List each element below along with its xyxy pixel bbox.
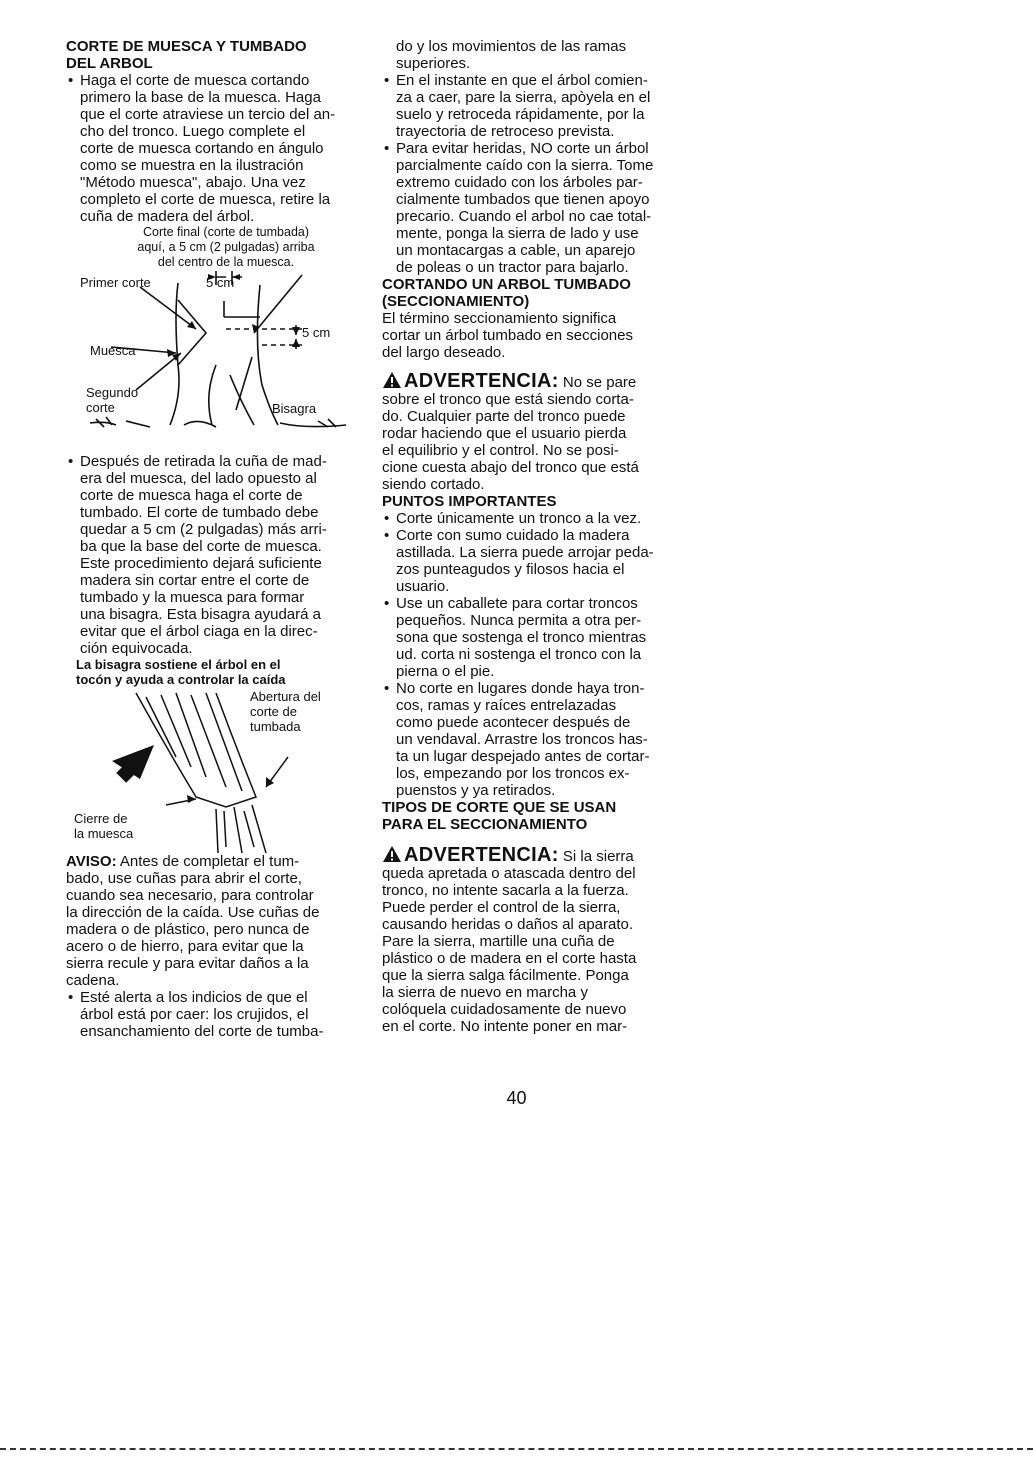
felling-bullets bbox=[66, 453, 366, 657]
bullet-tree-falling: • En el instante en que el árbol comien- za a caer, pare la sierra, apòyela en el suelo y retroceda rápidamente, por la trayectoria de retroceso prevista. bbox=[382, 72, 682, 140]
figure-caption: Corte final (corte de tumbada) aquí, a 5 cm (2 pulgadas) arriba del centro de la muesca. bbox=[137, 225, 315, 269]
alert-bullets bbox=[66, 989, 366, 1040]
warning-icon bbox=[382, 371, 402, 389]
point-splintered-wood: • Corte con sumo cuidado la madera astillada. La sierra puede arrojar peda- zos punteagudos y filosos hacia el usuario. bbox=[382, 527, 682, 595]
point-one-log: • Corte únicamente un tronco a la vez. bbox=[382, 510, 682, 527]
notch-heading: CORTE DE MUESCA Y TUMBADO DEL ARBOL bbox=[66, 38, 307, 72]
warning-pinched: ADVERTENCIA: Si la sierra queda apretada o atascada dentro del tronco, no intente sacarla a la fuerza. Puede perder el control de la sierra, causando heridas o daños al aparato. Pare la sierra, martille una cuña de plástico o de madera en el corte hasta que la sierra salga fácilmente. Ponga la sierra de nuevo en marcha y colóquela cuidadosamente de nuevo en el corte. No intente poner en mar- bbox=[382, 844, 637, 1035]
point-sawhorse: • Use un caballete para cortar troncos pequeños. Nunca permita a otra per- sona que sostenga el tronco mientras ud. corta ni sostenga el tronco con la pierna o el pie. bbox=[382, 595, 682, 680]
aviso-paragraph: AVISO: Antes de completar el tum- bado, use cuñas para abrir el corte, cuando sea necesario, para controlar la dirección de la caída. Use cuñas de madera o de plástico, pero nunca de acero o de hierro, para evitar que la sierra recule y para evitar daños a la cadena. bbox=[66, 853, 320, 989]
label-cierre-muesca: Cierre de la muesca bbox=[74, 811, 134, 841]
label-bisagra: Bisagra bbox=[272, 401, 317, 416]
page-number: 40 bbox=[506, 1088, 527, 1108]
hinge-caption: La bisagra sostiene el árbol en el tocón y ayuda a controlar la caída bbox=[76, 657, 286, 687]
label-5cm-top: 5 cm bbox=[206, 275, 235, 290]
cut-types-heading: TIPOS DE CORTE QUE SE USAN PARA EL SECCIONAMIENTO bbox=[382, 799, 617, 833]
hinge-figure bbox=[66, 687, 366, 853]
bucking-heading: CORTANDO UN ARBOL TUMBADO (SECCIONAMIENTO) bbox=[382, 276, 631, 310]
continued-text: do y los movimientos de las ramas superiores. bbox=[396, 38, 627, 72]
bullet-felling-cut: • Después de retirada la cuña de mad- era del muesca, del lado opuesto al corte de muesca haga el corte de tumbado. El corte de tumbado debe quedar a 5 cm (2 pulgadas) más arri- ba que la base del corte de muesca. Este procedimiento dejará suficiente madera sin cortar entre el corte de tumbado y la muesca para formar una bisagra. Esta bisagra ayudará a evitar que el árbol ciaga en la direc- ción equivocada. bbox=[66, 453, 366, 657]
bullet-avoid-injury: • Para evitar heridas, NO corte un árbol parcialmente caído con la sierra. Tome extremo cuidado con los árboles par- cialmente tumbados que tienen apoyo precario. Cuando el arbol no cae total- mente, ponga la sierra de lado y use un montacargas a cable, un aparejo de poleas o un tractor para bajarlo. bbox=[382, 140, 682, 276]
label-muesca: Muesca bbox=[90, 343, 136, 358]
notch-method-figure bbox=[66, 225, 366, 447]
important-points-heading: PUNTOS IMPORTANTES bbox=[382, 493, 557, 510]
warning-log: ADVERTENCIA: No se pare sobre el tronco que está siendo corta- do. Cualquier parte del tronco puede rodar haciendo que el usuario pierda el equilibrio y el control. No se posi- cione cuesta abajo del tronco que está siendo cortado. bbox=[382, 370, 639, 493]
right-column bbox=[382, 38, 682, 1035]
warning-icon bbox=[382, 845, 402, 863]
falling-bullets bbox=[382, 72, 682, 276]
bullet-notch-cut: • Haga el corte de muesca cortando primero la base de la muesca. Haga que el corte atraviese un tercio del an- cho del tronco. Luego complete el corte de muesca cortando en ángulo como se muestra en la ilustración "Método muesca", abajo. Una vez completo el corte de muesca, retire la cuña de madera del árbol. bbox=[66, 72, 366, 225]
bucking-paragraph: El término seccionamiento significa cortar un árbol tumbado en secciones del largo deseado. bbox=[382, 310, 633, 361]
label-primer-corte: Primer corte bbox=[80, 275, 151, 290]
label-abertura: Abertura del corte de tumbada bbox=[250, 689, 321, 734]
point-tangled-logs: • No corte en lugares donde haya tron- cos, ramas y raíces entrelazadas como puede acontecer después de un vendaval. Arrastre los troncos has- ta un lugar despejado antes de cortar- los, empezando por los troncos ex- puenstos y ya retirados. bbox=[382, 680, 682, 799]
notch-bullets bbox=[66, 72, 366, 225]
label-segundo-corte: Segundo corte bbox=[86, 385, 139, 415]
bullet-alert-signs: • Esté alerta a los indicios de que el árbol está por caer: los crujidos, el ensanchamiento del corte de tumba- bbox=[66, 989, 366, 1040]
label-5cm-side: 5 cm bbox=[302, 325, 331, 340]
left-column bbox=[66, 38, 366, 1040]
bottom-dashed-rule bbox=[0, 1448, 1033, 1450]
important-points bbox=[382, 510, 682, 799]
